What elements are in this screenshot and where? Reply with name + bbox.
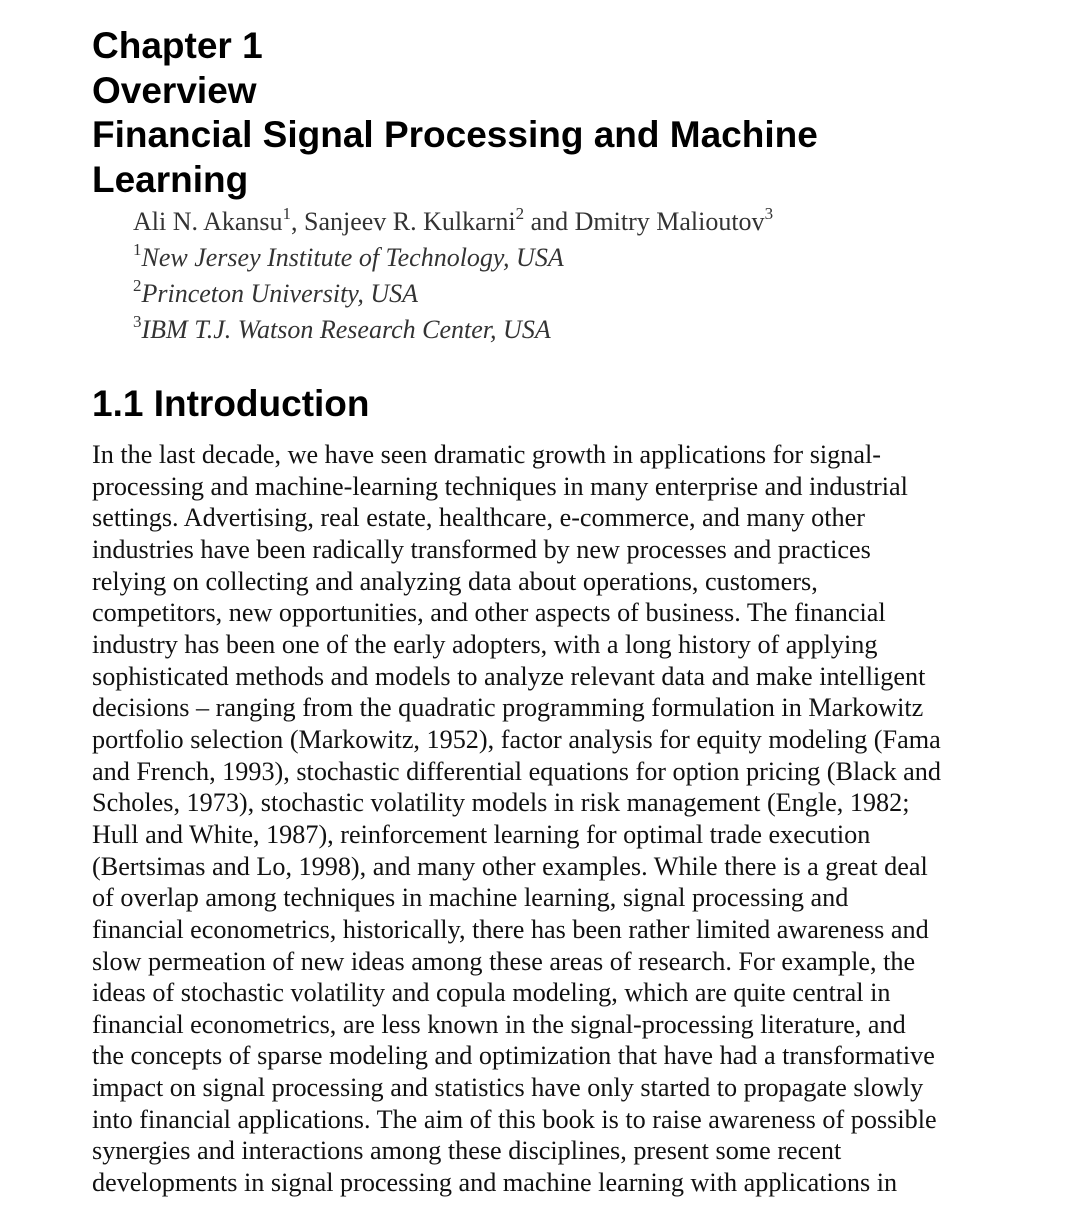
author-name: Ali N. Akansu <box>133 207 283 236</box>
affiliation-marker: 2 <box>133 276 142 296</box>
chapter-title-line-1: Financial Signal Processing and Machine <box>92 114 818 155</box>
affiliation-marker: 3 <box>133 312 142 332</box>
affiliation-line <box>133 276 992 312</box>
paragraph-line: ideas of stochastic volatility and copula modeling, which are quite central in <box>92 978 891 1008</box>
author-separator: , <box>291 207 304 236</box>
paragraph-line: financial econometrics, historically, there has been rather limited awareness and <box>92 914 929 944</box>
author-separator: and <box>524 207 575 236</box>
paragraph-line: industry has been one of the early adopters, with a long history of applying <box>92 629 878 659</box>
affiliation-marker: 1 <box>133 240 142 260</box>
paragraph-line: Scholes, 1973), stochastic volatility models in risk management (Engle, 1982; <box>92 788 910 818</box>
paragraph-line: Hull and White, 1987), reinforcement learning for optimal trade execution <box>92 819 871 849</box>
authors-block <box>133 204 992 348</box>
paragraph-line: settings. Advertising, real estate, healthcare, e-commerce, and many other <box>92 503 865 533</box>
chapter-title <box>92 24 992 202</box>
author-affiliation-marker: 1 <box>282 204 291 224</box>
author-affiliation-marker: 3 <box>764 204 774 224</box>
paragraph-line: the concepts of sparse modeling and optimization that have had a transformative <box>92 1041 935 1071</box>
author-line <box>133 204 992 240</box>
paragraph-line: In the last decade, we have seen dramatic growth in applications for signal- <box>92 440 881 469</box>
author-name: Sanjeev R. Kulkarni <box>304 207 516 236</box>
chapter-overview-label: Overview <box>92 69 257 111</box>
chapter-title-line-2: Learning <box>92 158 249 200</box>
paragraph-line: into financial applications. The aim of this book is to raise awareness of possible <box>92 1104 937 1134</box>
paragraph-line: (Bertsimas and Lo, 1998), and many other examples. While there is a great deal <box>92 851 928 881</box>
paragraph-line: sophisticated methods and models to analyze relevant data and make intelligent <box>92 661 926 691</box>
author-affiliation-marker: 2 <box>515 204 525 224</box>
paragraph-line: synergies and interactions among these disciplines, present some recent <box>92 1136 842 1166</box>
affiliation-line <box>133 312 992 348</box>
paragraph-line: decisions – ranging from the quadratic programming formulation in Markowitz <box>92 693 924 723</box>
author-name: Dmitry Malioutov <box>574 207 765 236</box>
paragraph-line: impact on signal processing and statistics have only started to propagate slowly <box>92 1073 924 1103</box>
paragraph-line: competitors, new opportunities, and other aspects of business. The financial <box>92 598 886 628</box>
paragraph-line: processing and machine-learning techniques in many enterprise and industrial <box>92 471 908 501</box>
affiliation-name: Princeton University, USA <box>141 279 419 308</box>
paragraph-line: of overlap among techniques in machine learning, signal processing and <box>92 883 849 913</box>
chapter-number: Chapter 1 <box>92 25 263 66</box>
document-page <box>92 24 992 1199</box>
paragraph-line: slow permeation of new ideas among these areas of research. For example, the <box>92 946 916 976</box>
paragraph-line: relying on collecting and analyzing data about operations, customers, <box>92 566 818 596</box>
affiliation-name: IBM T.J. Watson Research Center, USA <box>141 315 551 344</box>
paragraph-line: portfolio selection (Markowitz, 1952), factor analysis for equity modeling (Fama <box>92 724 941 754</box>
section-heading: 1.1 Introduction <box>92 383 370 424</box>
body-paragraph <box>92 439 992 1199</box>
paragraph-line: and French, 1993), stochastic differential equations for option pricing (Black and <box>92 756 941 786</box>
paragraph-line: developments in signal processing and machine learning with applications in <box>92 1168 898 1198</box>
paragraph-line: financial econometrics, are less known in the signal-processing literature, and <box>92 1009 906 1039</box>
affiliation-line <box>133 240 992 276</box>
paragraph-line: industries have been radically transformed by new processes and practices <box>92 534 871 564</box>
affiliation-name: New Jersey Institute of Technology, USA <box>141 243 564 272</box>
